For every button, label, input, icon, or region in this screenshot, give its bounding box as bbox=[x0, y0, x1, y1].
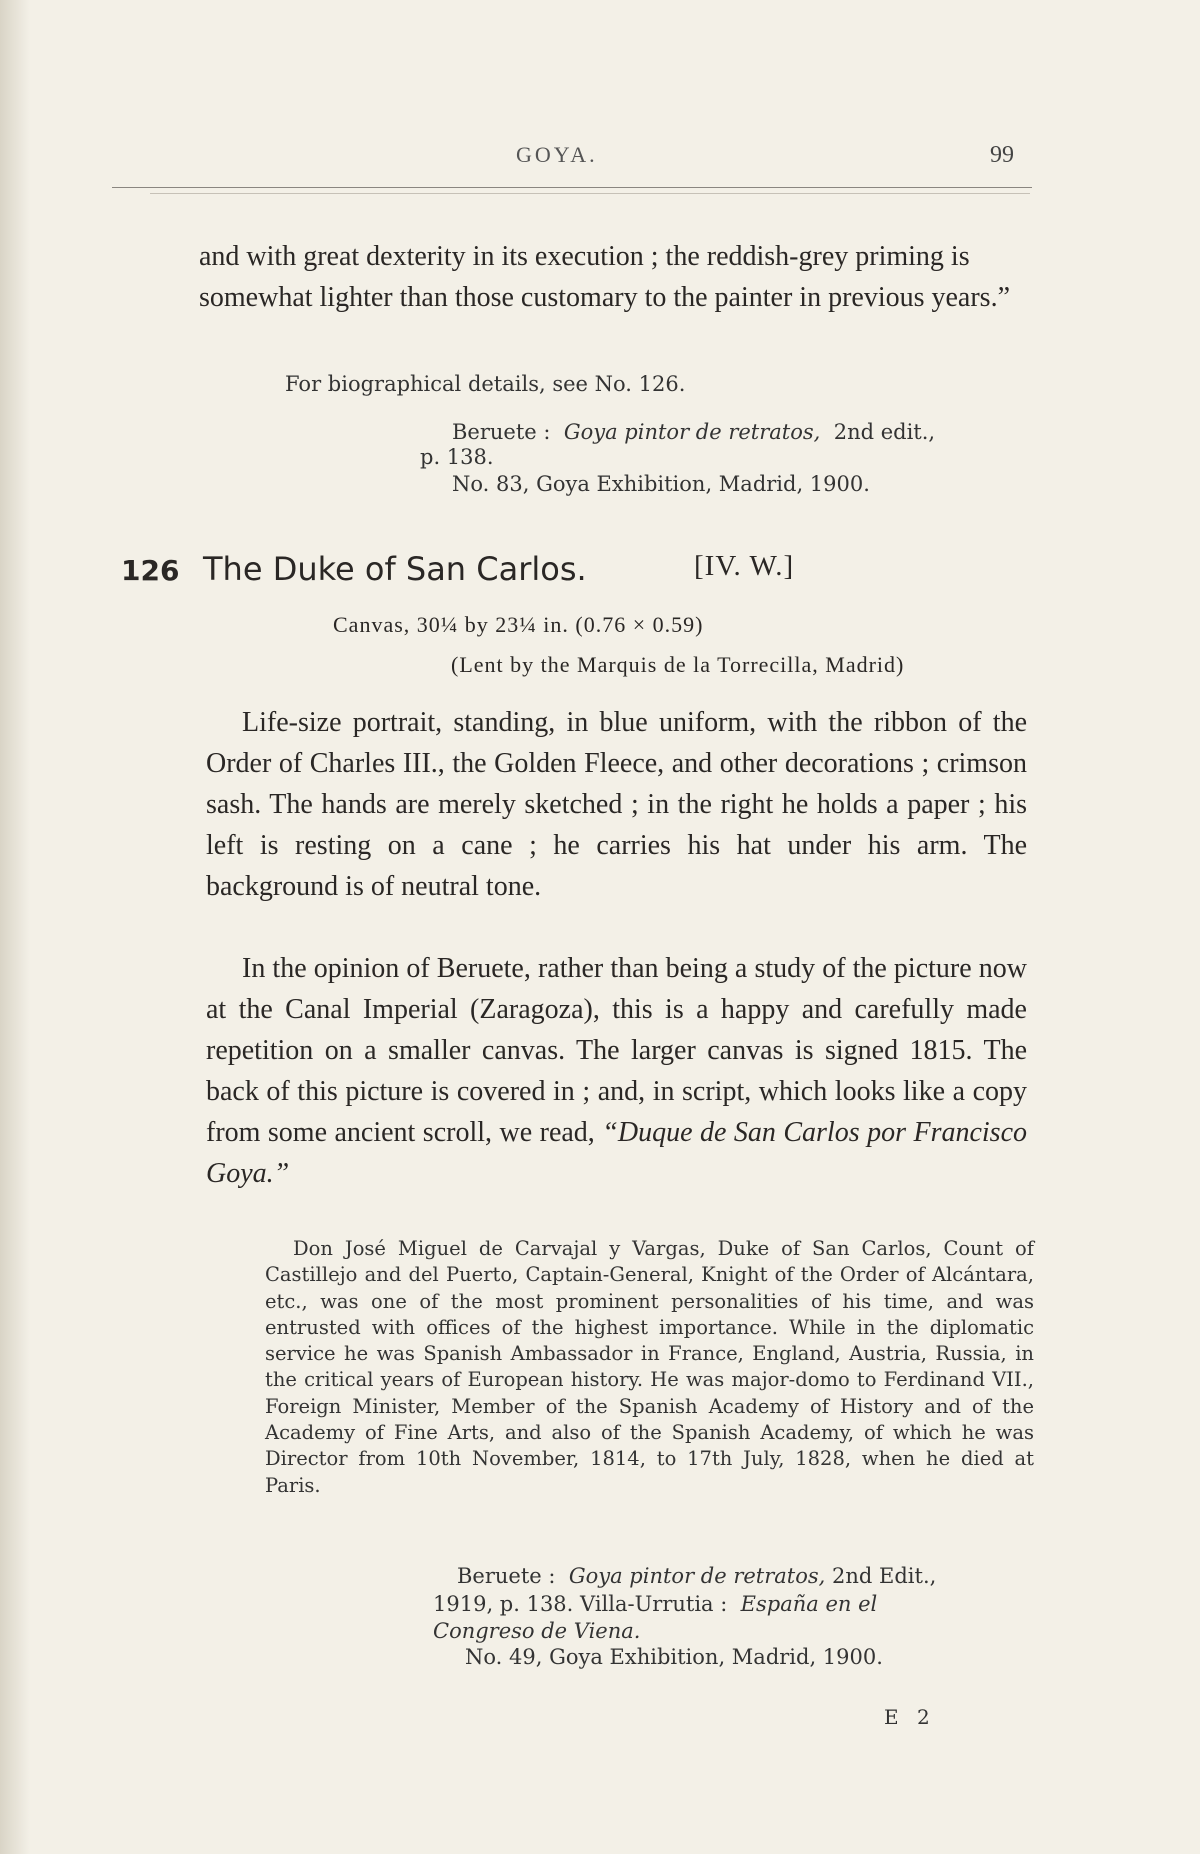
page-edge-shadow bbox=[0, 0, 30, 1854]
description-paragraph: Life-size portrait, standing, in blue uniform, with the ribbon of the Order of Charles III., the Golden Fleece, and other decorations ; crimson sash. The hands are merely sketched ; in the right he holds a paper ; his left is resting on a cane ; he carries his hat under his arm. The background is of neutral tone. bbox=[206, 707, 1027, 902]
page-number: 99 bbox=[990, 142, 1014, 168]
intro-ref-title: Goya pintor de retratos, bbox=[563, 420, 821, 444]
running-title: GOYA. bbox=[516, 142, 598, 167]
intro-note: For biographical details, see No. 126. bbox=[285, 372, 686, 396]
intro-ref-line2: p. 138. bbox=[420, 445, 494, 469]
ref-line2: 1919, p. 138. Villa-Urrutia : España en el bbox=[433, 1592, 878, 1616]
intro-paragraph: and with great dexterity in its execution ; the reddish-grey priming is somewhat lighter than those customary to the painter in previous years.” bbox=[199, 241, 1011, 313]
signature-quote: “Duque de San Carlos por Francisco Goya.” bbox=[206, 1117, 1027, 1189]
signature-mark: E 2 bbox=[884, 1705, 936, 1729]
canvas-dimensions: Canvas, 30¼ by 23¼ in. (0.76 × 0.59) bbox=[333, 612, 704, 637]
running-header bbox=[0, 142, 1200, 172]
opinion-paragraph: In the opinion of Beruete, rather than being a study of the picture now at the Canal Imperial (Zaragoza), this is a happy and carefully made repetition on a smaller canvas. The larger canvas is signed 1815. The back of this picture is covered in ; and, in script, which looks like a copy from some ancient scroll, we read, “Duque de San Carlos por Francisco Goya.” bbox=[206, 953, 1027, 1189]
intro-ref-line1: Beruete : Goya pintor de retratos, 2nd edit., bbox=[452, 420, 936, 444]
ref-line4: No. 49, Goya Exhibition, Madrid, 1900. bbox=[465, 1645, 883, 1669]
ref-title-1: Goya pintor de retratos, bbox=[568, 1564, 826, 1588]
entry-number: 126 bbox=[121, 554, 180, 587]
intro-ref-line3: No. 83, Goya Exhibition, Madrid, 1900. bbox=[452, 472, 870, 496]
ref-line1: Beruete : Goya pintor de retratos, 2nd Edit., bbox=[457, 1564, 937, 1588]
entry-title: The Duke of San Carlos. bbox=[203, 550, 587, 588]
lender-line: (Lent by the Marquis de la Torrecilla, Madrid) bbox=[451, 652, 905, 677]
header-rule-faint bbox=[150, 193, 1030, 194]
entry-location: [IV. W.] bbox=[694, 550, 795, 582]
header-rule bbox=[112, 187, 1032, 188]
biography-note: Don José Miguel de Carvajal y Vargas, Duke of San Carlos, Count of Castillejo and del Puerto, Captain-General, Knight of the Order of Alcántara, etc., was one of the most prominent personalities of his time, and was entrusted with offices of the highest importance. While in the diplomatic service he was Spanish Ambassador in France, England, Austria, Russia, in the critical years of European history. He was major-domo to Ferdinand VII., Foreign Minister, Member of the Spanish Academy of History and of the Academy of Fine Arts, and also of the Spanish Academy, of which he was Director from 10th November, 1814, to 17th July, 1828, when he died at Paris. bbox=[265, 1237, 1034, 1497]
ref-title-2b: Congreso de Viena. bbox=[433, 1619, 641, 1643]
entry-heading bbox=[121, 550, 1021, 594]
ref-line3 bbox=[433, 1619, 640, 1643]
ref-title-2a: España en el bbox=[740, 1592, 878, 1616]
